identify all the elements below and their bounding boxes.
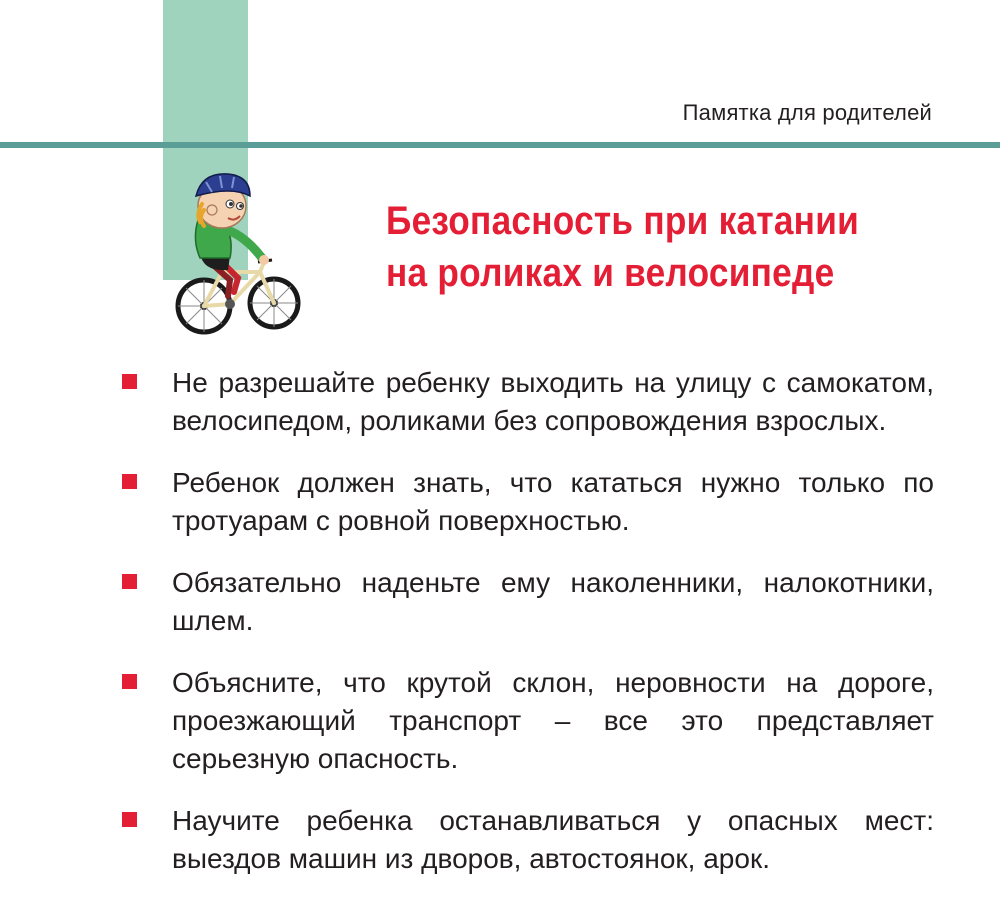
safety-tips-list bbox=[122, 364, 934, 902]
red-square-bullet-icon bbox=[122, 374, 137, 389]
list-item bbox=[122, 802, 934, 878]
tip-text: Ребенок должен знать, что кататься нужно только по тротуарам с ровной поверхностью. bbox=[172, 467, 934, 536]
list-item bbox=[122, 564, 934, 640]
tip-text: Объясните, что крутой склон, неровности на дороге, проезжающий транспорт – все это представляет серьезную опасность. bbox=[172, 667, 934, 774]
list-item bbox=[122, 464, 934, 540]
tip-text: Обязательно наденьте ему наколенники, налокотники, шлем. bbox=[172, 567, 934, 636]
title-line-2: на роликах и велосипеде bbox=[386, 251, 835, 295]
list-item bbox=[122, 664, 934, 778]
child-on-bicycle-icon bbox=[172, 168, 302, 338]
tip-text: Научите ребенка останавливаться у опасных мест: выездов машин из дворов, автостоянок, арок. bbox=[172, 805, 934, 874]
tip-text: Не разрешайте ребенку выходить на улицу с самокатом, велосипедом, роликами без сопровождения взрослых. bbox=[172, 367, 934, 436]
page-caption: Памятка для родителей bbox=[682, 100, 932, 125]
red-square-bullet-icon bbox=[122, 812, 137, 827]
page-title bbox=[386, 195, 879, 299]
title-line-1: Безопасность при катании bbox=[386, 199, 860, 243]
red-square-bullet-icon bbox=[122, 574, 137, 589]
red-square-bullet-icon bbox=[122, 674, 137, 689]
list-item bbox=[122, 364, 934, 440]
header-divider bbox=[0, 142, 1000, 148]
red-square-bullet-icon bbox=[122, 474, 137, 489]
